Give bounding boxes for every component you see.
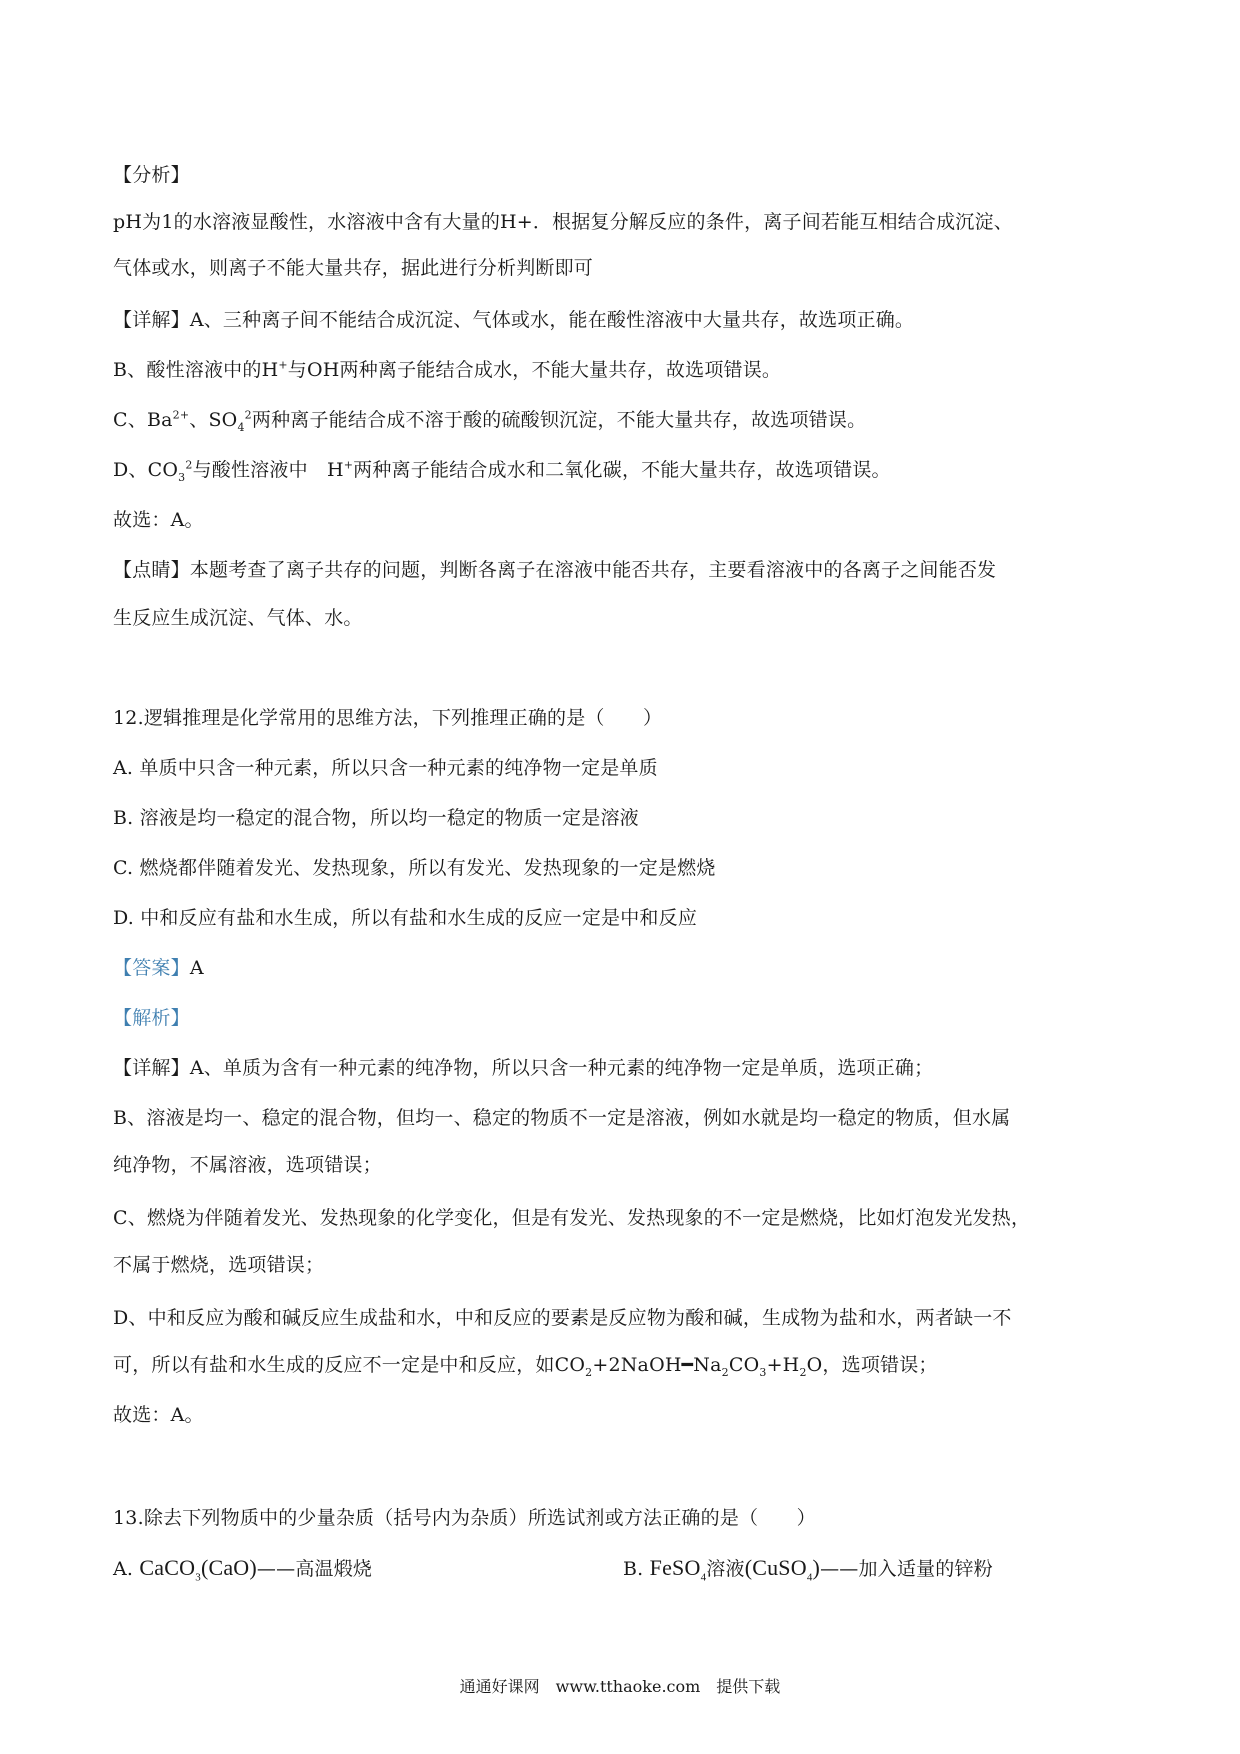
dianjing-line1 <box>113 555 1133 585</box>
q12-stem: 12.逻辑推理是化学常用的思维方法，下列推理正确的是（ ） <box>113 707 663 729</box>
q13-b-sub1: 4 <box>700 1571 707 1584</box>
fenxi-paragraph-line1: pH为1的水溶液显酸性，水溶液中含有大量的H+．根据复分解反应的条件，离子间若能互相结合成沉淀、 <box>113 211 1013 233</box>
q13-b-f3: ) <box>812 1555 821 1580</box>
footer-credit: 通通好课网 www.tthaoke.com 提供下载 <box>459 1677 781 1696</box>
fenxi-paragraph-line2: 气体或水，则离子不能大量共存，据此进行分析判断即可 <box>113 257 594 279</box>
xiangjie-b-line <box>113 355 1133 385</box>
q13-b-formula2 <box>744 1555 821 1584</box>
q13-a-f2: (CaO) <box>200 1555 257 1580</box>
q12-xiangjie-b1: B、溶液是均一、稳定的混合物，但均一、稳定的物质不一定是溶液，例如水就是均一稳定的物质，但水属 <box>113 1107 1011 1129</box>
q12-xiangjie-d2 <box>113 1350 1133 1380</box>
dianjing-text: 本题考查了离子共存的问题，判断各离子在溶液中能否共存，主要看溶液中的各离子之间能否发 <box>189 559 997 581</box>
q13-stem: 13.除去下列物质中的少量杂质（括号内为杂质）所选试剂或方法正确的是（ ） <box>113 1507 816 1529</box>
q12-answer-line <box>113 953 1133 983</box>
q13-b-t1: 溶液 <box>706 1558 745 1580</box>
c-sup1: 2+ <box>172 408 190 422</box>
b-text-pre: B、酸性溶液中的H <box>113 359 279 381</box>
xiangjie-a-text: A、三种离子间不能结合成沉淀、气体或水，能在酸性溶液中大量共存，故选项正确。 <box>189 309 915 331</box>
q12-xiangjie-a-text: A、单质为含有一种元素的纯净物，所以只含一种元素的纯净物一定是单质，选项正确； <box>189 1057 934 1079</box>
q13-a-sub1: 3 <box>195 1571 201 1584</box>
d2-mid2: CO <box>728 1354 760 1376</box>
q12-xiangjie-c1: C、燃烧为伴随着发光、发热现象的化学变化，但是有发光、发热现象的不一定是燃烧，比如灯泡发光发热， <box>113 1207 1031 1229</box>
daan-value: A <box>189 957 204 979</box>
q13-b-formula1 <box>649 1555 707 1584</box>
c-text-post: 两种离子能结合成不溶于酸的硫酸钡沉淀，不能大量共存，故选项错误。 <box>251 409 867 431</box>
q12-option-a: A. 单质中只含一种元素，所以只含一种元素的纯净物一定是单质 <box>113 757 658 779</box>
c-text-pre: C、Ba <box>113 409 173 431</box>
fenxi-heading: 【分析】 <box>113 164 190 186</box>
d-text-mid: 与酸性溶液中 H <box>192 459 344 481</box>
q13-option-b <box>623 1553 1143 1584</box>
d2-sub1: 2 <box>585 1365 593 1379</box>
q12-answer: 故选：A。 <box>113 1404 204 1426</box>
xiangjie-d-line <box>113 455 1133 485</box>
q12-option-d: D. 中和反应有盐和水生成，所以有盐和水生成的反应一定是中和反应 <box>113 907 698 929</box>
q13-a-text: ——高温煅烧 <box>256 1558 373 1580</box>
c-sub1: 4 <box>237 420 245 434</box>
q13-b-f1: FeSO <box>649 1555 701 1580</box>
xiangjie-c-line <box>113 405 1133 435</box>
q13-a-f1: CaCO <box>139 1555 196 1580</box>
q13-b-f2: (CuSO <box>744 1555 807 1580</box>
xiangjie-label: 【详解】 <box>113 309 190 331</box>
d-sup: 2 <box>185 458 193 472</box>
daan-label: 【答案】 <box>113 957 190 979</box>
d-text-post: 两种离子能结合成水和二氧化碳，不能大量共存，故选项错误。 <box>353 459 891 481</box>
q12-xiangjie-d1: D、中和反应为酸和碱反应生成盐和水，中和反应的要素是反应物为酸和碱，生成物为盐和水，两者缺一不 <box>113 1307 1012 1329</box>
b-text-post: 与OH两种离子能结合成水，不能大量共存，故选项错误。 <box>287 359 782 381</box>
section1-answer: 故选：A。 <box>113 509 204 531</box>
dianjing-label: 【点睛】 <box>113 559 190 581</box>
q12-xiangjie-label: 【详解】 <box>113 1057 190 1079</box>
q12-xiangjie-b2: 纯净物，不属溶液，选项错误； <box>113 1154 382 1176</box>
q12-option-c: C. 燃烧都伴随着发光、发热现象，所以有发光、发热现象的一定是燃烧 <box>113 857 716 879</box>
c-sup2: 2 <box>244 408 252 422</box>
d2-pre: 可，所以有盐和水生成的反应不一定是中和反应，如CO <box>113 1354 586 1376</box>
xiangjie-a-line <box>113 305 1133 335</box>
q13-b-text: ——加入适量的锌粉 <box>820 1558 993 1580</box>
q13-b-sub2: 4 <box>806 1571 813 1584</box>
c-text-mid: 、SO <box>189 409 238 431</box>
q13-option-a <box>113 1553 613 1584</box>
d-sub: 3 <box>178 470 186 484</box>
d-sup2: + <box>343 458 354 472</box>
q13-a-formula <box>139 1555 257 1584</box>
q12-xiangjie-a <box>113 1053 1133 1083</box>
d2-sub4: 2 <box>799 1365 807 1379</box>
q13-a-label: A. <box>113 1558 134 1580</box>
q12-xiangjie-c2: 不属于燃烧，选项错误； <box>113 1254 325 1276</box>
d2-sub3: 3 <box>759 1365 767 1379</box>
d-text-pre: D、CO <box>113 459 179 481</box>
q13-b-label: B. <box>623 1558 644 1580</box>
jiexi-label: 【解析】 <box>113 1007 190 1029</box>
d2-sub2: 2 <box>721 1365 729 1379</box>
q12-option-b: B. 溶液是均一稳定的混合物，所以均一稳定的物质一定是溶液 <box>113 807 639 829</box>
dianjing-line2: 生反应生成沉淀、气体、水。 <box>113 607 363 629</box>
d2-mid1: +2NaOH━Na <box>592 1354 722 1376</box>
d2-post: O，选项错误； <box>806 1354 938 1376</box>
d2-mid3: +H <box>766 1354 800 1376</box>
b-sup: + <box>278 358 288 372</box>
